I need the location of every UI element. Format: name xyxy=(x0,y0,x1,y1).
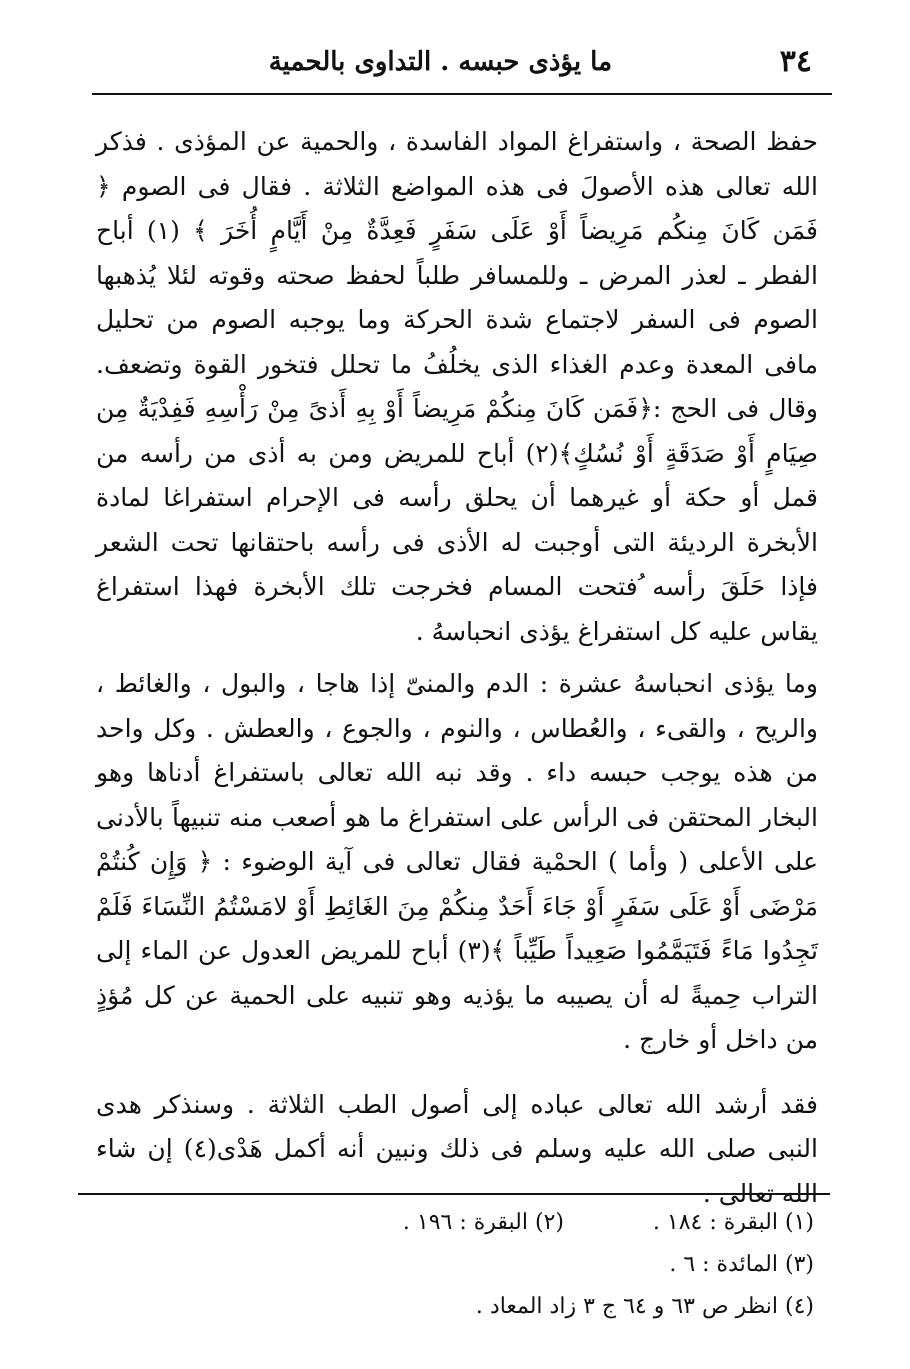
page-header xyxy=(92,38,832,86)
body-text xyxy=(96,120,818,1216)
header-rule xyxy=(92,93,832,95)
footnote-1: (١) البقرة : ١٨٤ . xyxy=(652,1210,814,1235)
footnote-2: (٢) البقرة : ١٩٦ . xyxy=(402,1210,564,1235)
paragraph-retention: وما يؤذى انحباسهُ عشرة : الدم والمنىّ إذا هاجا ، والبول ، والغائط ، والريح ، والقىء ، والعُطاس ، والنوم ، والجوع ، والعطش . وكل واحد من هذه يوجب حبسه داء . وقد نبه الله تعالى باستفراغ أدناها وهو البخار المحتقن فى الرأس على استفراغ ما هو أصعب منه تنبيهاً بالأدنى على الأعلى ( وأما ) الحمْية فقال تعالى فى آية الوضوء : ﴿ وَإِن كُنتُمْ مَرْضَى أَوْ عَلَى سَفَرٍ أَوْ جَاءَ أَحَدٌ مِنكُمْ مِنَ الغَائِطِ أَوْ لامَسْتُمُ النِّسَاءَ فَلَمْ تَجِدُوا مَاءً فَتَيَمَّمُوا صَعِيداً طَيِّباً ﴾(٣) أباح للمريض العدول عن الماء إلى التراب حِميةً له أن يصيبه ما يؤذيه وهو تنبيه على الحمية عن كل مُؤذٍ من داخل أو خارج . xyxy=(96,669,818,1054)
footnote-3: (٣) المائدة : ٦ . xyxy=(669,1252,814,1277)
footnote-row xyxy=(254,1244,814,1286)
running-title: ما يؤذى حبسه . التداوى بالحمية xyxy=(268,47,612,77)
footnote-row xyxy=(254,1286,814,1328)
footnotes xyxy=(254,1202,814,1328)
footnote-row xyxy=(254,1202,814,1244)
footnote-4: (٤) انظر ص ٦٣ و ٦٤ ج ٣ زاد المعاد . xyxy=(475,1294,814,1319)
page-number: ٣٤ xyxy=(779,44,812,79)
paragraph-medicine-principles: حفظ الصحة ، واستفراغ المواد الفاسدة ، والحمية عن المؤذى . فذكر الله تعالى هذه الأصولَ فى هذه المواضع الثلاثة . فقال فى الصوم ﴿ فَمَن كَانَ مِنكُم مَرِيضاً أَوْ عَلَى سَفَرٍ فَعِدَّةٌ مِنْ أَيَّامٍ أُخَرَ ﴾ (١) أباح الفطر ـ لعذر المرض ـ وللمسافر طلباً لحفظ صحته وقوته لئلا يُذهبها الصوم فى السفر لاجتماع شدة الحركة وما يوجبه الصوم من تحليل مافى المعدة وعدم الغذاء الذى يخلُفُ ما تحلل فتخور القوة وتضعف. وقال فى الحج :﴿فَمَن كَانَ مِنكُمْ مَرِيضاً أَوْ بِهِ أَذىً مِنْ رَأْسِهِ فَفِدْيَةٌ مِن صِيَامٍ أَوْ صَدَقَةٍ أَوْ نُسُكٍ﴾(٢) أباح للمريض ومن به أذى من رأسه من قمل أو حكة أو غيرهما أن يحلق رأسه فى الإحرام استفراغا لمادة الأبخرة الرديئة التى أوجبت له الأذى فى رأسه باحتقانها تحت الشعر فإذا حَلَقَ رأسه ُفتحت المسام فخرجت تلك الأبخرة فهذا استفراغ يقاس عليه كل استفراغ يؤذى انحباسهُ . xyxy=(96,127,818,646)
paragraph-conclusion: فقد أرشد الله تعالى عباده إلى أصول الطب الثلاثة . وسنذكر هدى النبى صلى الله عليه وسلم فى ذلك ونبين أنه أكمل هَدْى(٤) إن شاء الله تعالى . xyxy=(96,1089,818,1208)
footnote-rule xyxy=(78,1193,830,1195)
